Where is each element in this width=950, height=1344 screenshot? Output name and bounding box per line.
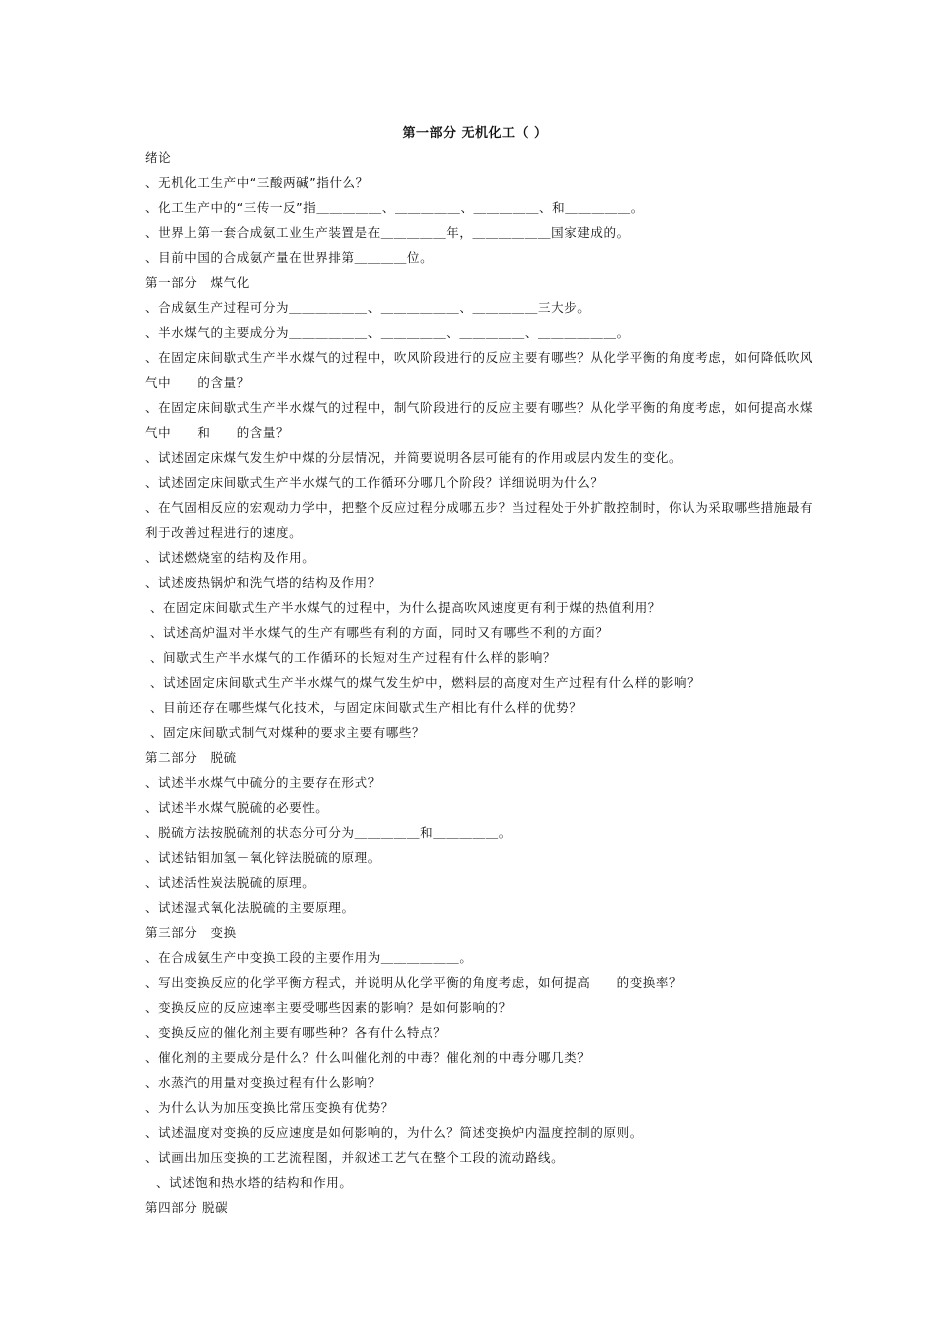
section-coal-gasification — [145, 270, 815, 745]
question-item: 、间歇式生产半水煤气的工作循环的长短对生产过程有什么样的影响？ — [150, 650, 557, 665]
question-item: 、固定床间歇式制气对煤种的要求主要有哪些？ — [150, 725, 426, 740]
question-item: 、试述半水煤气脱硫的必要性。 — [145, 800, 329, 815]
question-item: 、试述燃烧室的结构及作用。 — [145, 550, 316, 565]
question-item: 、试述温度对变换的反应速度是如何影响的，为什么？简述变换炉内温度控制的原则。 — [145, 1125, 643, 1140]
question-item: 、试画出加压变换的工艺流程图，并叙述工艺气在整个工段的流动路线。 — [145, 1150, 565, 1165]
question-item: 、在固定床间歇式生产半水煤气的过程中，制气阶段进行的反应主要有哪些？从化学平衡的角度考虑，如何提高水煤气中 和 的含量？ — [145, 400, 814, 440]
section-heading: 第四部分 脱碳 — [145, 1200, 229, 1215]
section-heading: 第二部分 脱硫 — [145, 750, 237, 765]
question-item: 、催化剂的主要成分是什么？什么叫催化剂的中毒？催化剂的中毒分哪几类？ — [145, 1050, 591, 1065]
question-item: 、写出变换反应的化学平衡方程式，并说明从化学平衡的角度考虑，如何提高 的变换率？ — [145, 975, 683, 990]
question-item: 、为什么认为加压变换比常压变换有优势？ — [145, 1100, 394, 1115]
question-item: 、试述固定床煤气发生炉中煤的分层情况，并简要说明各层可能有的作用或层内发生的变化。 — [145, 450, 683, 465]
section-shift-conversion — [145, 920, 815, 1195]
question-item: 、试述钴钼加氢－氧化锌法脱硫的原理。 — [145, 850, 381, 865]
document-body — [145, 145, 815, 1220]
question-item: 、试述固定床间歇式生产半水煤气的煤气发生炉中，燃料层的高度对生产过程有什么样的影响？ — [150, 675, 701, 690]
question-item: 、变换反应的反应速率主要受哪些因素的影响？是如何影响的？ — [145, 1000, 512, 1015]
question-item: 、合成氨生产过程可分为＿＿＿＿＿＿、＿＿＿＿＿＿、＿＿＿＿＿三大步。 — [145, 300, 591, 315]
question-item: 、在气固相反应的宏观动力学中，把整个反应过程分成哪五步？当过程处于外扩散控制时，你认为采取哪些措施最有利于改善过程进行的速度。 — [145, 500, 814, 540]
question-item: 、试述高炉温对半水煤气的生产有哪些有利的方面，同时又有哪些不利的方面？ — [150, 625, 609, 640]
question-item: 、在合成氨生产中变换工段的主要作用为＿＿＿＿＿＿。 — [145, 950, 473, 965]
question-item: 、试述固定床间歇式生产半水煤气的工作循环分哪几个阶段？详细说明为什么？ — [145, 475, 604, 490]
question-item: 、化工生产中的“三传一反”指＿＿＿＿＿、＿＿＿＿＿、＿＿＿＿＿、和＿＿＿＿＿。 — [145, 200, 644, 215]
question-item: 、试述活性炭法脱硫的原理。 — [145, 875, 316, 890]
question-item: 、试述废热锅炉和洗气塔的结构及作用？ — [145, 575, 381, 590]
section-decarbonization — [145, 1195, 815, 1220]
document-title: 第一部分 无机化工（ ） — [402, 126, 548, 141]
question-item: 、半水煤气的主要成分为＿＿＿＿＿＿、＿＿＿＿＿、＿＿＿＿＿、＿＿＿＿＿＿。 — [145, 325, 630, 340]
section-intro — [145, 145, 815, 270]
question-item: 、试述饱和热水塔的结构和作用。 — [156, 1175, 353, 1190]
question-item: 、试述半水煤气中硫分的主要存在形式？ — [145, 775, 381, 790]
question-item: 、变换反应的催化剂主要有哪些种？各有什么特点？ — [145, 1025, 447, 1040]
question-item: 、脱硫方法按脱硫剂的状态分可分为＿＿＿＿＿和＿＿＿＿＿。 — [145, 825, 512, 840]
question-item: 、在固定床间歇式生产半水煤气的过程中，吹风阶段进行的反应主要有哪些？从化学平衡的角度考虑，如何降低吹风气中 的含量？ — [145, 350, 814, 390]
question-item: 、目前中国的合成氨产量在世界排第＿＿＿＿位。 — [145, 250, 434, 265]
section-heading: 绪论 — [145, 150, 172, 165]
section-heading: 第一部分 煤气化 — [145, 275, 250, 290]
question-item: 、试述湿式氧化法脱硫的主要原理。 — [145, 900, 355, 915]
section-desulfurization — [145, 745, 815, 920]
question-item: 、目前还存在哪些煤气化技术，与固定床间歇式生产相比有什么样的优势？ — [150, 700, 583, 715]
question-item: 、世界上第一套合成氨工业生产装置是在＿＿＿＿＿年，＿＿＿＿＿＿国家建成的。 — [145, 225, 630, 240]
question-item: 、无机化工生产中“三酸两碱”指什么？ — [145, 175, 369, 190]
question-item: 、水蒸汽的用量对变换过程有什么影响？ — [145, 1075, 381, 1090]
question-item: 、在固定床间歇式生产半水煤气的过程中，为什么提高吹风速度更有利于煤的热值利用？ — [150, 600, 661, 615]
section-heading: 第三部分 变换 — [145, 925, 237, 940]
